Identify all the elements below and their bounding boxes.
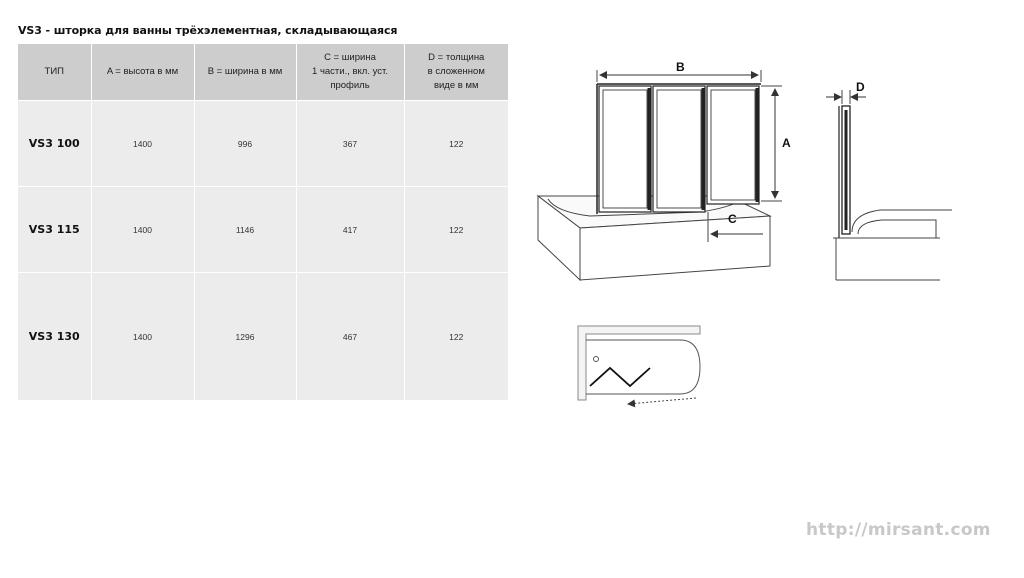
cell-type: VS3 115 — [18, 187, 91, 273]
screen-panels — [597, 84, 761, 214]
dimension-d — [826, 80, 866, 104]
header-part-width-line1: C = ширина — [324, 52, 376, 64]
dimension-a — [761, 86, 791, 201]
cell-thickness: 122 — [404, 101, 508, 187]
label-a: A — [782, 136, 791, 150]
cell-part-width: 417 — [296, 187, 404, 273]
site-watermark: http://mirsant.com — [806, 520, 991, 540]
cell-thickness: 122 — [404, 187, 508, 273]
label-b: B — [676, 60, 685, 74]
header-thickness-line2: в сложенном — [427, 66, 485, 78]
side-view — [833, 106, 952, 280]
page-title: VS3 - шторка для ванны трёхэлементная, складывающаяся — [18, 24, 398, 37]
label-d: D — [856, 80, 865, 94]
cell-height: 1400 — [91, 101, 194, 187]
label-c: C — [728, 212, 737, 226]
header-thickness-line3: виде в мм — [433, 79, 479, 91]
cell-height: 1400 — [91, 273, 194, 401]
cell-type: VS3 130 — [18, 273, 91, 401]
cell-width: 1296 — [194, 273, 296, 401]
header-height-label: A = высота в мм — [106, 66, 179, 78]
cell-width: 1146 — [194, 187, 296, 273]
cell-part-width: 367 — [296, 101, 404, 187]
cell-type: VS3 100 — [18, 101, 91, 187]
cell-width: 996 — [194, 101, 296, 187]
header-part-width-line3: профиль — [330, 79, 370, 91]
cell-thickness: 122 — [404, 273, 508, 401]
cell-part-width: 467 — [296, 273, 404, 401]
header-thickness-line1: D = толщина — [428, 52, 485, 64]
perspective-view — [538, 84, 770, 280]
header-width-label: B = ширина в мм — [207, 66, 283, 78]
cell-height: 1400 — [91, 187, 194, 273]
top-view — [578, 326, 700, 404]
header-type-label: ТИП — [44, 66, 64, 78]
header-part-width-line2: 1 части., вкл. уст. — [312, 66, 388, 78]
dimension-b — [597, 60, 761, 82]
